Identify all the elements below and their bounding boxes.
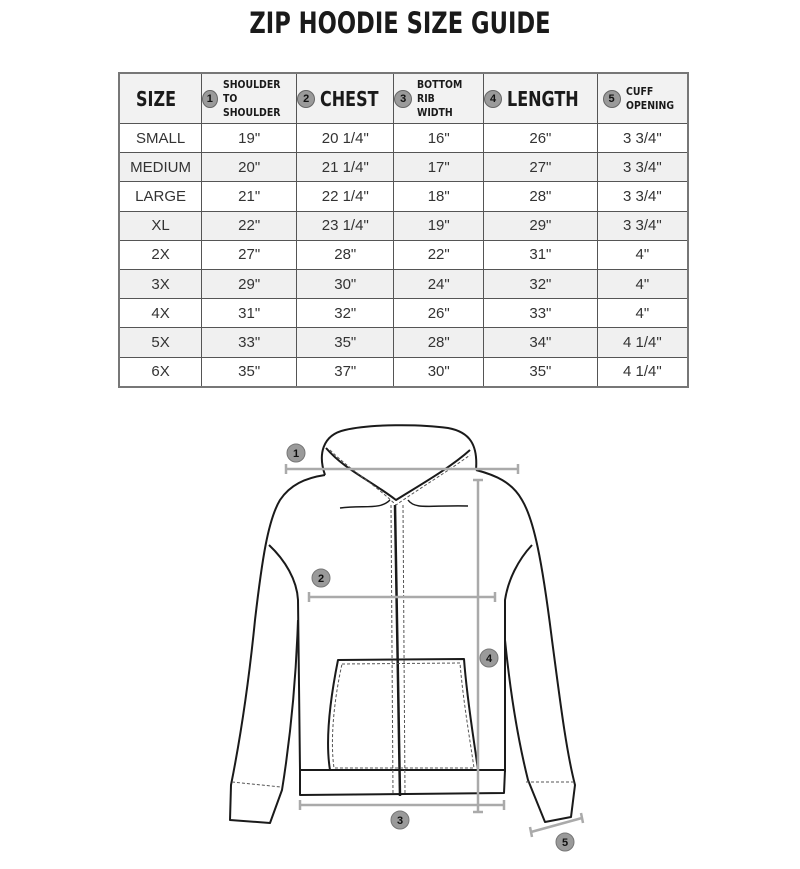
marker-4	[480, 649, 498, 667]
measurement-cell: 28"	[484, 182, 598, 211]
measurement-cell: 23 1/4"	[297, 211, 394, 240]
measurement-cell: 31"	[484, 240, 598, 269]
table-row	[119, 299, 688, 328]
measurement-cell: 21"	[202, 182, 297, 211]
measurement-cell: 34"	[484, 328, 598, 357]
measurement-cell: 37"	[297, 357, 394, 387]
header-label-line2: TO SHOULDER	[222, 91, 280, 119]
measurement-cell: 16"	[394, 124, 484, 153]
measurement-cell: 33"	[484, 299, 598, 328]
measurement-cell: 28"	[394, 328, 484, 357]
marker-label: 2	[317, 573, 325, 585]
measurement-cell: 35"	[297, 328, 394, 357]
measurement-cell: 30"	[394, 357, 484, 387]
hoodie-diagram	[0, 400, 800, 869]
header-label: LENGTH	[507, 86, 579, 111]
size-cell: 6X	[119, 357, 202, 387]
measurement-cell: 17"	[394, 153, 484, 182]
measurement-cell: 27"	[484, 153, 598, 182]
measurement-cell: 29"	[202, 269, 297, 298]
column-header	[394, 73, 484, 124]
measurement-cell: 19"	[202, 124, 297, 153]
measurement-cell: 29"	[484, 211, 598, 240]
measurement-cell: 28"	[297, 240, 394, 269]
marker-label: 5	[561, 837, 569, 849]
table-row	[119, 124, 688, 153]
measurement-cell: 32"	[297, 299, 394, 328]
measurement-cell: 3 3/4"	[597, 211, 688, 240]
marker-label: 4	[485, 653, 493, 665]
size-cell: MEDIUM	[119, 153, 202, 182]
size-cell: 4X	[119, 299, 202, 328]
marker-2	[312, 569, 330, 587]
size-cell: 2X	[119, 240, 202, 269]
measurement-cell: 18"	[394, 182, 484, 211]
column-header	[597, 73, 688, 124]
size-cell: SMALL	[119, 124, 202, 153]
measurement-cell: 26"	[484, 124, 598, 153]
table-row	[119, 240, 688, 269]
measurement-cell: 4"	[597, 299, 688, 328]
measurement-cell: 22 1/4"	[297, 182, 394, 211]
number-badge-icon: 5	[603, 90, 621, 108]
marker-5	[556, 833, 574, 851]
number-badge-icon: 2	[297, 90, 315, 108]
column-header	[202, 73, 297, 124]
number-badge-icon: 4	[484, 90, 502, 108]
header-label-line2: OPENING	[625, 98, 674, 112]
header-label: CHEST	[320, 86, 379, 111]
table-row	[119, 328, 688, 357]
hoodie-outline	[230, 425, 575, 823]
marker-3	[391, 811, 409, 829]
measurement-cell: 32"	[484, 269, 598, 298]
page-title: ZIP HOODIE SIZE GUIDE	[249, 6, 551, 40]
header-row	[119, 73, 688, 124]
measurement-cell: 27"	[202, 240, 297, 269]
measurement-cell: 35"	[484, 357, 598, 387]
measurement-cell: 3 3/4"	[597, 182, 688, 211]
measurement-cell: 26"	[394, 299, 484, 328]
size-cell: LARGE	[119, 182, 202, 211]
measurement-cell: 3 3/4"	[597, 153, 688, 182]
column-header	[484, 73, 598, 124]
measurement-cell: 4"	[597, 240, 688, 269]
measurement-cell: 21 1/4"	[297, 153, 394, 182]
measurement-cell: 30"	[297, 269, 394, 298]
size-table	[118, 72, 689, 388]
size-cell: XL	[119, 211, 202, 240]
table-row	[119, 269, 688, 298]
measurement-cell: 31"	[202, 299, 297, 328]
size-cell: 5X	[119, 328, 202, 357]
number-badge-icon: 3	[394, 90, 412, 108]
column-header	[297, 73, 394, 124]
measurement-cell: 4 1/4"	[597, 328, 688, 357]
measurement-cell: 35"	[202, 357, 297, 387]
column-header	[119, 73, 202, 124]
measurement-cell: 33"	[202, 328, 297, 357]
measurement-cell: 22"	[202, 211, 297, 240]
measurement-cell: 3 3/4"	[597, 124, 688, 153]
measurement-cell: 20 1/4"	[297, 124, 394, 153]
measurement-cell: 4 1/4"	[597, 357, 688, 387]
header-label-line2: RIB WIDTH	[417, 91, 453, 119]
measurement-lines	[286, 464, 583, 837]
marker-label: 1	[292, 448, 300, 460]
table-row	[119, 182, 688, 211]
header-label: CUFF	[625, 84, 653, 98]
header-label: SHOULDER	[222, 77, 280, 91]
measurement-cell: 22"	[394, 240, 484, 269]
header-label: BOTTOM	[417, 77, 463, 91]
header-label: SIZE	[135, 86, 176, 111]
marker-1	[287, 444, 305, 462]
measurement-cell: 4"	[597, 269, 688, 298]
measurement-cell: 20"	[202, 153, 297, 182]
measurement-cell: 19"	[394, 211, 484, 240]
table-row	[119, 211, 688, 240]
measurement-cell: 24"	[394, 269, 484, 298]
size-cell: 3X	[119, 269, 202, 298]
marker-label: 3	[396, 815, 404, 827]
table-row	[119, 153, 688, 182]
table-row	[119, 357, 688, 387]
number-badge-icon: 1	[202, 90, 217, 108]
